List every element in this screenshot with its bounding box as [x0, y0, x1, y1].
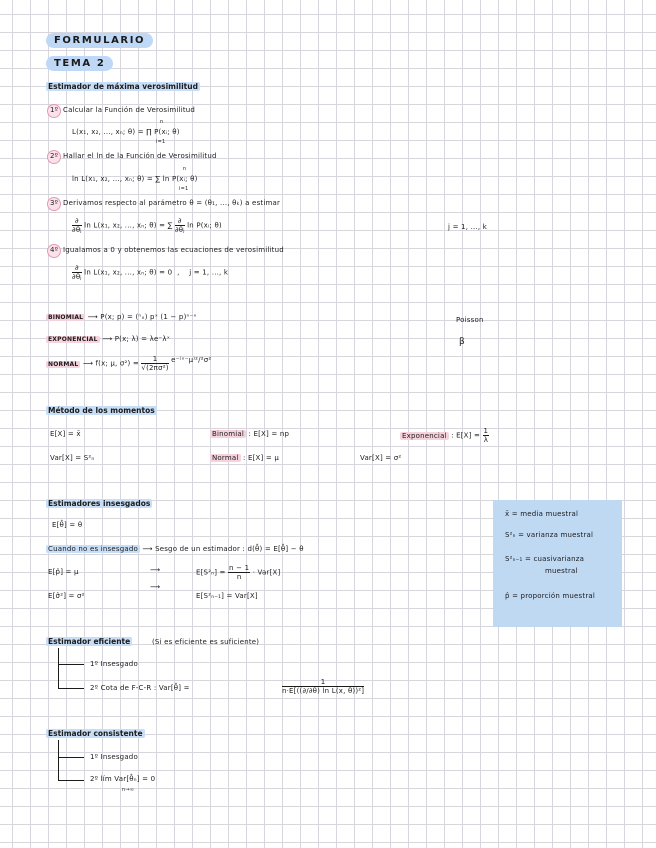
s2n1-expectation: E[S²ₙ₋₁] = Var[X] — [196, 592, 258, 600]
legend-item: S²ₙ₋₁ = cuasivarianza — [505, 555, 585, 563]
moments-heading: Método de los momentos — [48, 406, 155, 415]
mle-heading: Estimador de máxima verosimilitud — [48, 82, 198, 91]
efficient-tree-h1 — [58, 664, 84, 665]
normal-row: NORMAL ⟶ f(x; μ, σ²) = $\frac{1}{\text{√(2πσ²)}}$ e⁻⁽ˣ⁻μ⁾²/²σ² — [48, 355, 212, 372]
consistent-tree-h2 — [58, 780, 84, 781]
legend-box — [493, 500, 622, 627]
formula-log-likelihood: ln L(x₁, x₂, ..., xₙ; θ) = ∑ ln P(xᵢ; θ) — [72, 175, 198, 183]
moments-var: Var[X] = S²ₙ — [50, 454, 95, 462]
moments-normal: Normal : E[X] = μ — [212, 454, 280, 462]
legend-item: S²ₙ = varianza muestral — [505, 531, 594, 539]
legend-item: p̂ = proporción muestral — [505, 592, 596, 600]
step-2: 2º Hallar el ln de la Función de Verosimilitud — [50, 152, 217, 160]
beta-note: β — [459, 337, 465, 347]
page-subtitle: TEMA 2 — [46, 56, 113, 71]
consistent-tree-v — [58, 740, 59, 780]
prod-bottom: i=1 — [156, 139, 166, 145]
derivative-range: j = 1, ..., k — [448, 223, 487, 231]
formula-likelihood-equations: $\frac{\partial}{\text{∂θⱼ}}$ ln L(x₁, x₂, ..., xₙ; θ) = 0 , j = 1, ..., k — [72, 264, 229, 281]
moments-exponencial: Exponencial : E[X] = $\frac{1}{\lambda}$ — [402, 427, 489, 444]
legend-item: x̄ = media muestral — [505, 510, 579, 518]
bias-row: Cuando no es insesgado ⟶ Sesgo de un estimador : d(θ̂) = E[θ̂] − θ — [48, 545, 304, 553]
moments-binomial: Binomial : E[X] = np — [212, 430, 290, 438]
moments-normal-var: Var[X] = σ² — [360, 454, 402, 462]
exponencial-row: EXPONENCIAL ⟶ P(x; λ) = λe⁻λˣ — [48, 335, 171, 343]
consistent-b2: 2º lím Var[θ̂ₙ] = 0 — [90, 775, 156, 783]
sum-top: n — [183, 166, 187, 172]
poisson-note: Poisson — [456, 316, 484, 324]
consistent-heading: Estimador consistente — [48, 729, 143, 738]
formula-derivative: $\frac{\partial}{\text{∂θⱼ}}$ ln L(x₁, x₂, ..., xₙ; θ) = ∑ $\frac{\partial}{\text{∂θⱼ}}$ ln P(xᵢ; θ) — [72, 217, 222, 234]
arrow-2: ⟶ — [150, 583, 161, 591]
moments-ex: E[X] = x̄ — [50, 430, 81, 438]
efficient-tree-v — [58, 648, 59, 688]
unbiased-sigma: E[σ̂²] = σ² — [48, 592, 85, 600]
legend-item: muestral — [545, 567, 578, 575]
step-3: 3º Derivamos respecto al parámetro θ = (θ₁, ..., θₖ) a estimar — [50, 199, 281, 207]
formula-likelihood: L(x₁, x₂, ..., xₙ; θ) = ∏ P(xᵢ; θ) — [72, 128, 180, 136]
consistent-tree-h1 — [58, 757, 84, 758]
cramer-rao-bound: $\frac{1}{\text{n·E[((∂/∂θ) ln L(x, θ))²]}}$ — [282, 678, 365, 695]
efficient-tree-h2 — [58, 688, 84, 689]
sum-bottom: i=1 — [179, 186, 189, 192]
arrow-1: ⟶ — [150, 566, 161, 574]
efficient-b2: 2º Cota de F-C-R : Var[θ̂] = — [90, 684, 190, 692]
consistent-b1: 1º Insesgado — [90, 753, 138, 761]
step-4: 4º Igualamos a 0 y obtenemos las ecuaciones de verosimilitud — [50, 246, 284, 254]
efficient-note: (Si es eficiente es suficiente) — [152, 638, 260, 646]
efficient-heading: Estimador eficiente — [48, 637, 131, 646]
page-title: FORMULARIO — [46, 33, 153, 48]
consistent-limit-sub: n→∞ — [122, 787, 135, 793]
s2-expectation: E[S²ₙ] = $\frac{n - 1}{n}$ · Var[X] — [196, 564, 281, 581]
unbiased-p: E[p̂] = μ — [48, 568, 79, 576]
efficient-b1: 1º Insesgado — [90, 660, 138, 668]
step-1: 1º Calcular la Función de Verosimilitud — [50, 106, 196, 114]
unbiased-e1: E[θ̂] = θ — [52, 521, 83, 529]
binomial-row: BINOMIAL ⟶ P(x; p) = (ⁿₓ) pˣ (1 − p)ⁿ⁻ˣ — [48, 313, 197, 321]
unbiased-heading: Estimadores insesgados — [48, 499, 151, 508]
prod-top: n — [160, 119, 164, 125]
